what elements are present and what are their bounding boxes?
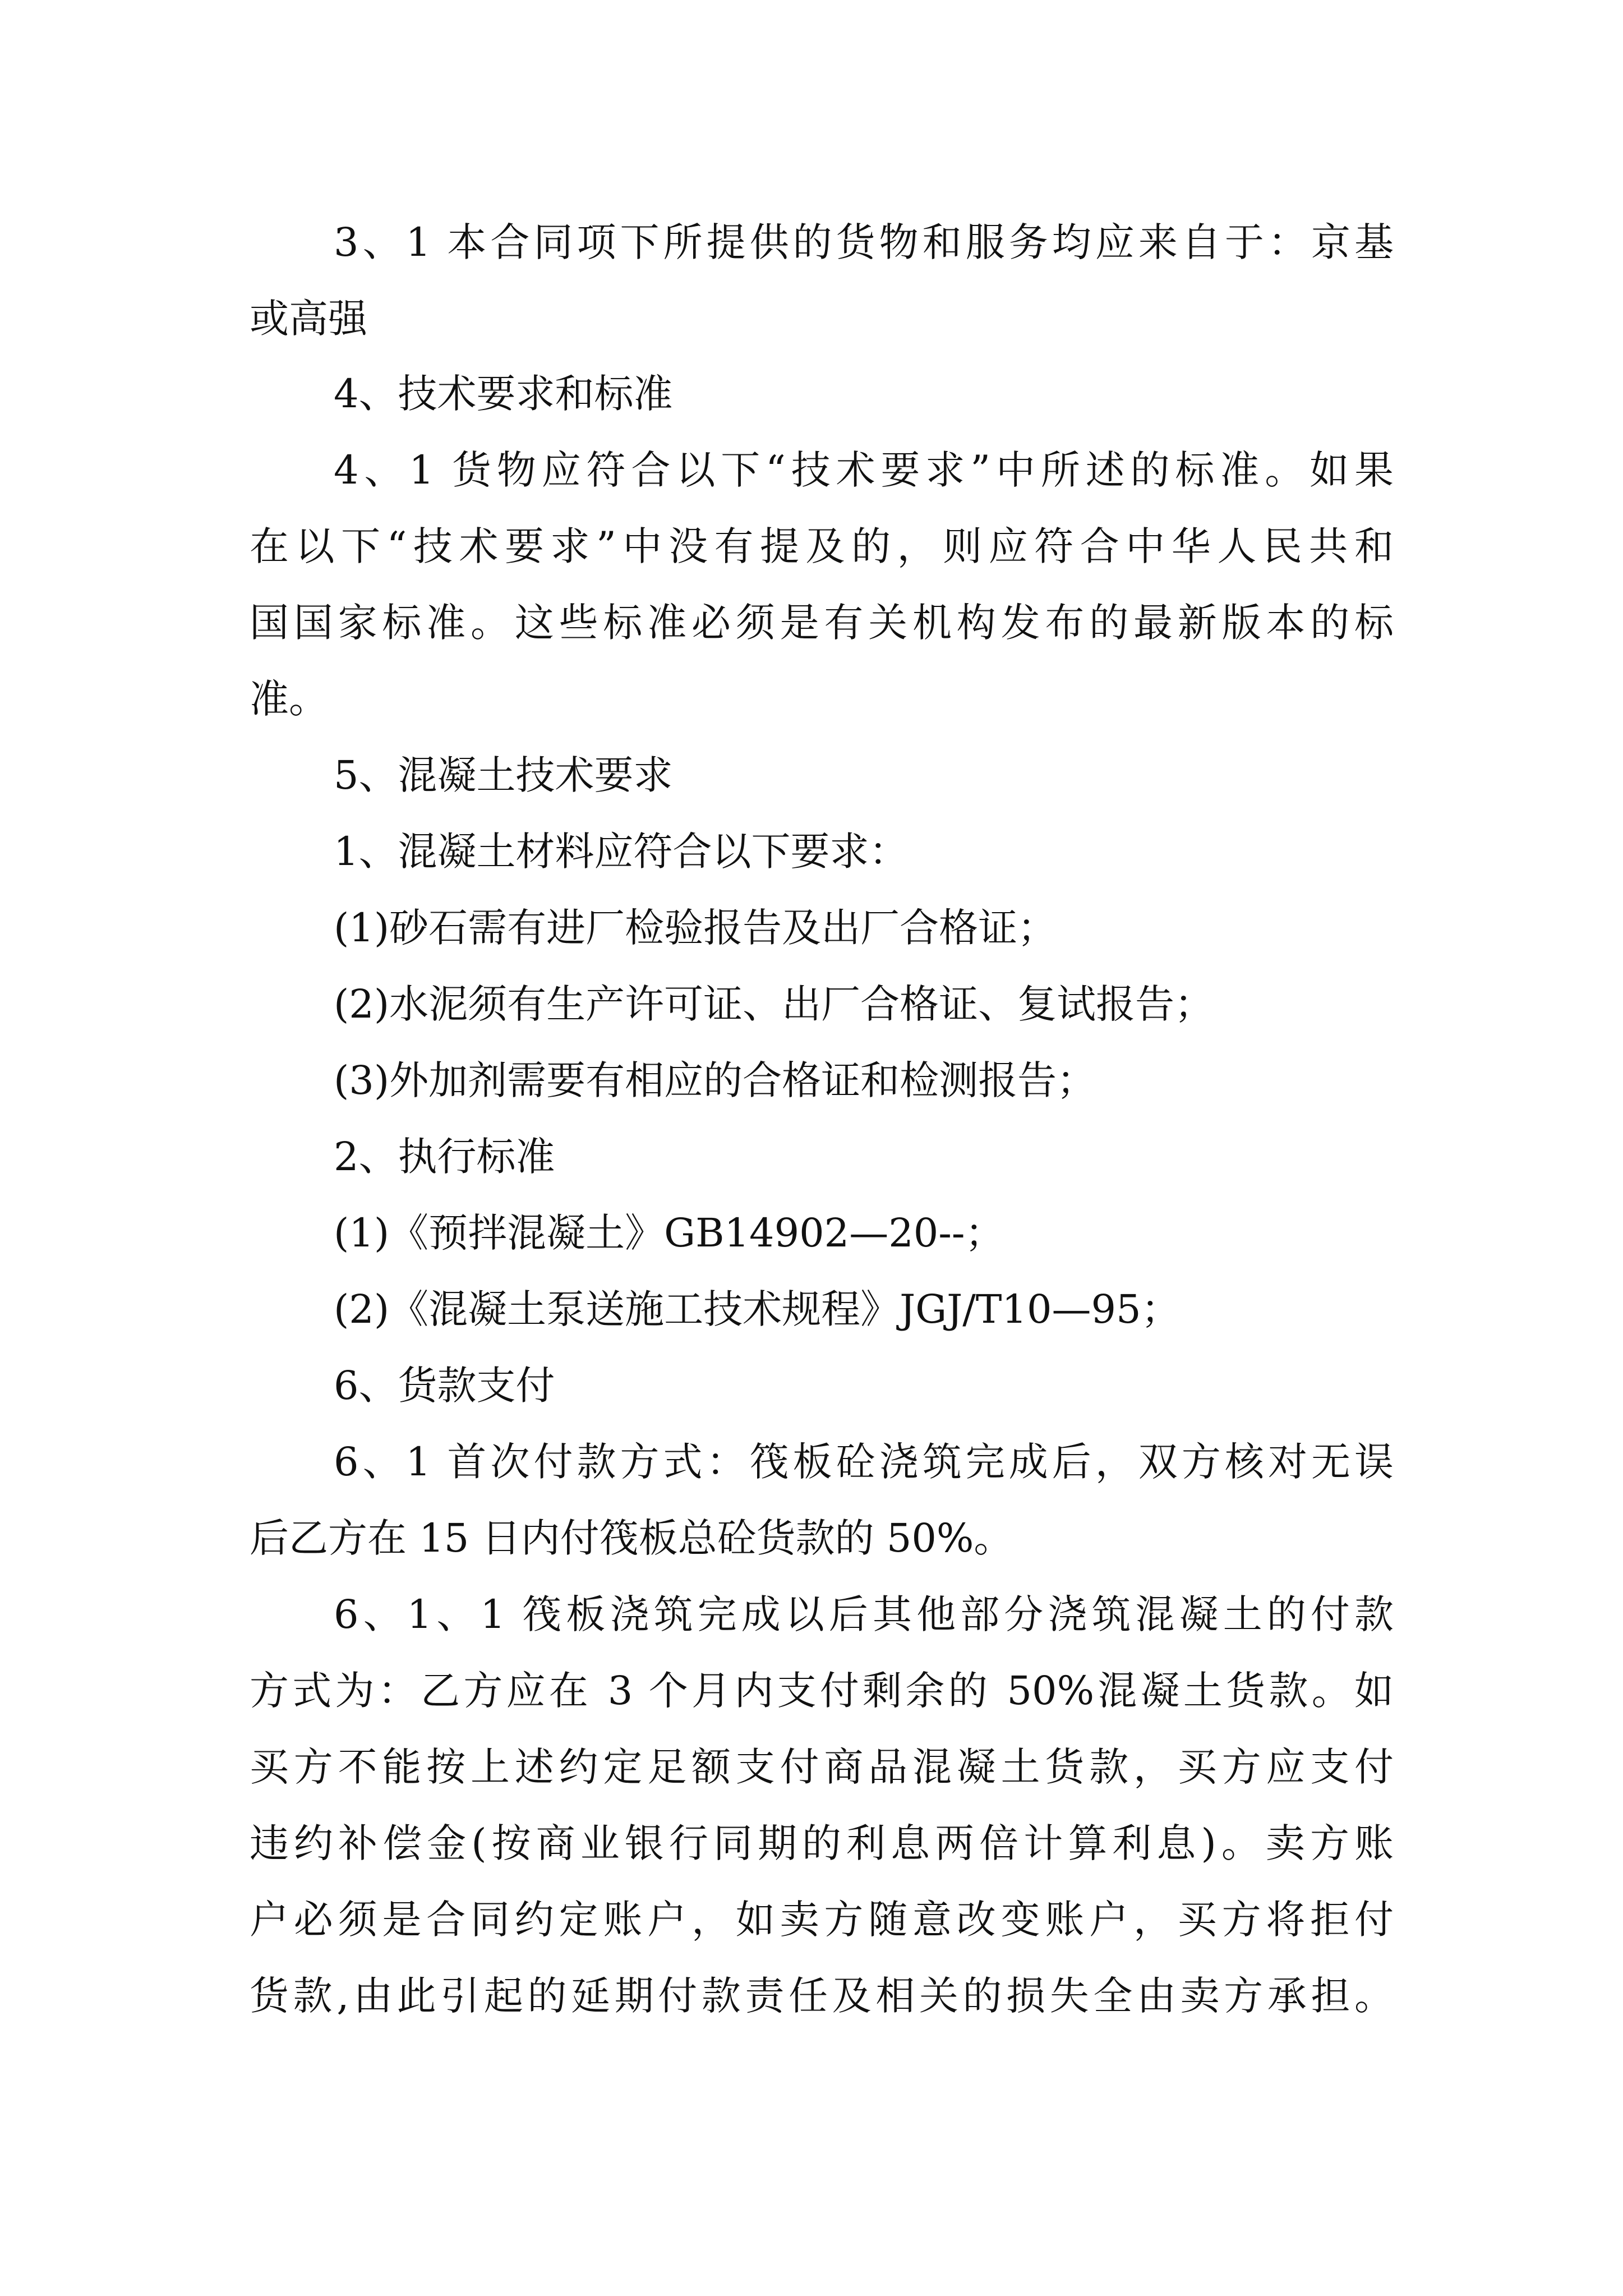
text-line: 户必须是合同约定账户，如卖方随意改变账户，买方将拒付 (250, 1897, 1394, 1943)
text-line: 4、1 货物应符合以下“技术要求”中所述的标准。如果 (334, 447, 1394, 493)
list-item: (2)《混凝土泵送施工技术规程》JGJ/T10—95； (334, 1286, 1181, 1332)
section-heading: 2、执行标准 (334, 1134, 555, 1180)
section-heading: 4、技术要求和标准 (334, 371, 673, 417)
text-line: 国国家标准。这些标准必须是有关机构发布的最新版本的标 (250, 600, 1394, 646)
section-heading: 6、货款支付 (334, 1363, 555, 1409)
text-line: 3、1 本合同项下所提供的货物和服务均应来自于：京基 (334, 219, 1394, 265)
text-line: 6、1、1 筏板浇筑完成以后其他部分浇筑混凝土的付款 (334, 1591, 1394, 1637)
text-line: 方式为：乙方应在 3 个月内支付剩余的 50%混凝土货款。如 (250, 1668, 1394, 1714)
list-item: (2)水泥须有生产许可证、出厂合格证、复试报告； (334, 981, 1214, 1027)
text-line: 在以下“技术要求”中没有提及的，则应符合中华人民共和 (250, 523, 1394, 569)
list-item: (3)外加剂需要有相应的合格证和检测报告； (334, 1057, 1096, 1103)
text-line: 1、混凝土材料应符合以下要求： (334, 829, 909, 875)
text-line: 或高强 (250, 296, 367, 342)
list-item: (1)《预拌混凝土》GB14902—20--； (334, 1210, 1004, 1256)
text-line: 违约补偿金(按商业银行同期的利息两倍计算利息)。卖方账 (250, 1820, 1394, 1866)
text-line: 买方不能按上述约定足额支付商品混凝土货款，买方应支付 (250, 1744, 1394, 1790)
text-line: 货款,由此引起的延期付款责任及相关的损失全由卖方承担。 (250, 1973, 1394, 2019)
section-heading: 5、混凝土技术要求 (334, 752, 673, 798)
list-item: (1)砂石需有进厂检验报告及出厂合格证； (334, 905, 1057, 951)
text-line: 准。 (250, 676, 328, 722)
text-line: 6、1 首次付款方式：筏板砼浇筑完成后，双方核对无误 (334, 1439, 1394, 1485)
text-line: 后乙方在 15 日内付筏板总砼货款的 50%。 (250, 1515, 1013, 1561)
